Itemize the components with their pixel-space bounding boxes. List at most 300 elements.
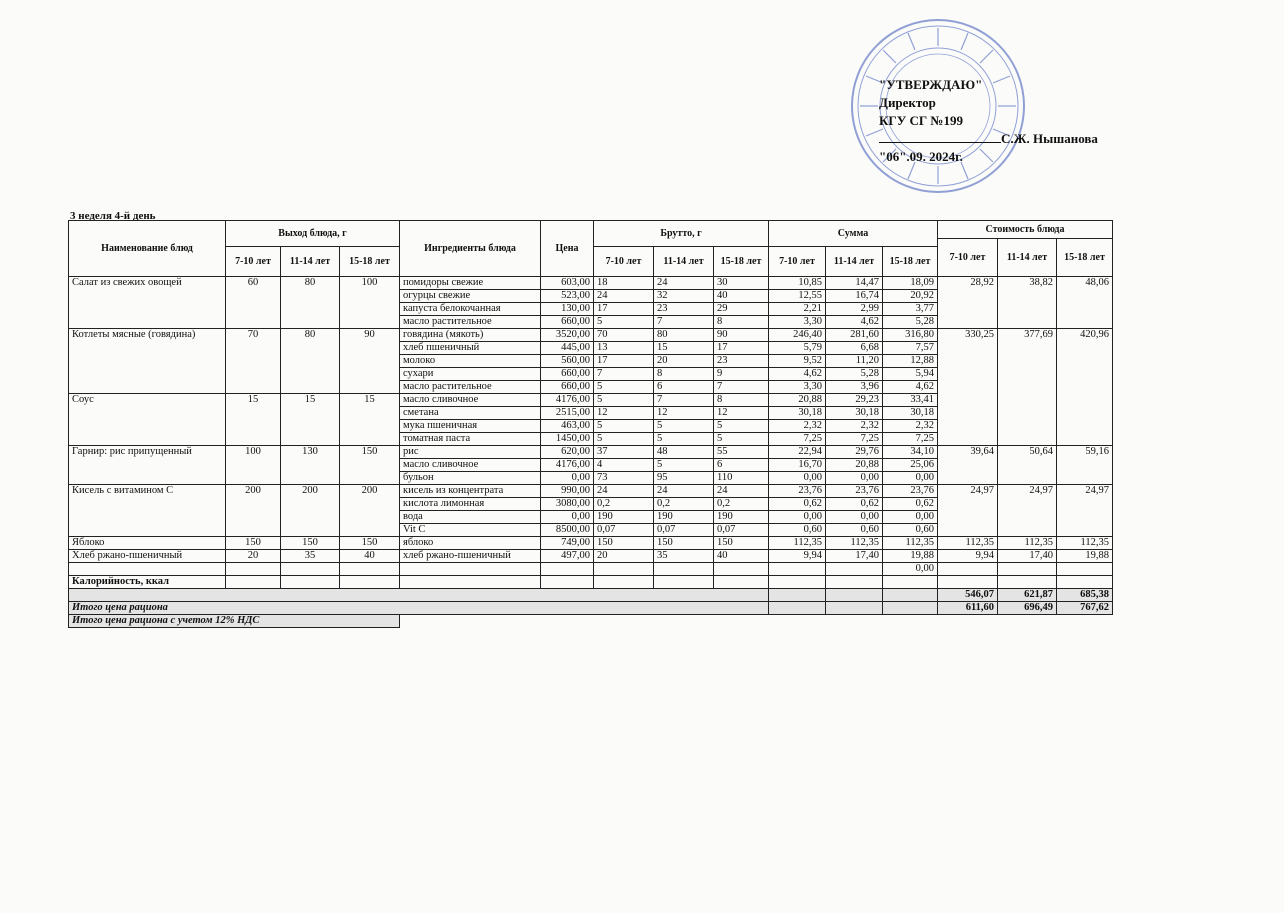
ingredient-name: сухари [400,368,541,381]
ingredient-sum: 4,62 [883,381,938,394]
signature-line [879,130,1001,143]
ingredient-sum: 30,18 [826,407,883,420]
ingredient-sum: 0,60 [769,524,826,537]
ingredient-price: 603,00 [541,277,594,290]
ingredient-brutto: 150 [594,537,654,550]
dish-cost: 48,06 [1057,277,1113,329]
ingredient-sum: 112,35 [769,537,826,550]
empty-cell [340,563,400,576]
ingredient-brutto: 8 [654,368,714,381]
table-row [69,550,1113,563]
ingredient-sum: 29,76 [826,446,883,459]
ingredient-sum: 5,79 [769,342,826,355]
ingredient-brutto: 5 [654,433,714,446]
ingredient-brutto: 150 [654,537,714,550]
ingredient-price: 3520,00 [541,329,594,342]
ingredient-sum: 18,09 [883,277,938,290]
ingredient-brutto: 5 [654,420,714,433]
extra-sum: 0,00 [883,563,938,576]
dish-cost: 59,16 [1057,446,1113,485]
empty-cell [714,563,769,576]
dish-name: Гарнир: рис припущенный [69,446,226,485]
ingredient-brutto: 5 [714,433,769,446]
ingredient-price: 660,00 [541,381,594,394]
dish-yield: 80 [281,277,340,329]
ingredient-sum: 0,62 [883,498,938,511]
ingredient-brutto: 18 [594,277,654,290]
ingredient-price: 990,00 [541,485,594,498]
ingredient-brutto: 110 [714,472,769,485]
header-cost-age: 7-10 лет [938,239,998,277]
ingredient-brutto: 13 [594,342,654,355]
empty-cell [998,576,1057,589]
total-price-label: Итого цена рациона [69,602,769,615]
dish-yield: 70 [226,329,281,394]
dish-cost: 112,35 [1057,537,1113,550]
ingredient-brutto: 12 [654,407,714,420]
empty-cell [998,563,1057,576]
ingredient-sum: 23,76 [769,485,826,498]
ingredient-sum: 3,30 [769,316,826,329]
shaded-cell [769,589,826,602]
ingredient-sum: 6,68 [826,342,883,355]
approval-date: "06".09. 2024г. [879,149,963,164]
ingredient-brutto: 7 [654,316,714,329]
ingredient-brutto: 23 [654,303,714,316]
total-value: 546,07 [938,589,998,602]
ingredient-sum: 20,88 [826,459,883,472]
ingredient-brutto: 0,07 [714,524,769,537]
ingredient-sum: 12,55 [769,290,826,303]
ingredient-sum: 0,62 [769,498,826,511]
ingredient-sum: 17,40 [826,550,883,563]
ingredient-price: 130,00 [541,303,594,316]
header-cost-age: 15-18 лет [1057,239,1113,277]
ingredient-brutto: 30 [714,277,769,290]
ingredient-brutto: 190 [594,511,654,524]
ingredient-name: масло сливочное [400,394,541,407]
ingredient-sum: 4,62 [769,368,826,381]
table-row [69,277,1113,290]
dish-name: Салат из свежих овощей [69,277,226,329]
ingredient-brutto: 20 [594,550,654,563]
empty-cell [883,576,938,589]
ingredient-name: томатная паста [400,433,541,446]
ingredient-sum: 23,76 [883,485,938,498]
dish-cost: 50,64 [998,446,1057,485]
shaded-cell [883,602,938,615]
empty-cell [69,563,226,576]
ingredient-sum: 4,62 [826,316,883,329]
table-row [69,537,1113,550]
ingredient-sum: 0,00 [826,472,883,485]
ingredient-brutto: 40 [714,550,769,563]
ingredient-price: 660,00 [541,316,594,329]
ingredient-brutto: 7 [654,394,714,407]
ingredient-price: 4176,00 [541,394,594,407]
ingredient-sum: 7,25 [769,433,826,446]
header-brutto-age: 7-10 лет [594,247,654,277]
ingredient-sum: 16,70 [769,459,826,472]
ingredient-sum: 16,74 [826,290,883,303]
header-yield-age: 7-10 лет [226,247,281,277]
approval-title: "УТВЕРЖДАЮ" [879,77,983,92]
header-brutto: Брутто, г [594,221,769,247]
empty-cell [541,563,594,576]
dish-yield: 35 [281,550,340,563]
dish-cost: 377,69 [998,329,1057,446]
ingredient-brutto: 8 [714,316,769,329]
empty-cell [226,576,281,589]
ingredient-sum: 34,10 [883,446,938,459]
ingredient-name: мука пшеничная [400,420,541,433]
ingredient-price: 660,00 [541,368,594,381]
ingredient-sum: 9,94 [769,550,826,563]
ingredient-sum: 12,88 [883,355,938,368]
empty-cell [826,563,883,576]
ingredient-brutto: 190 [654,511,714,524]
ingredient-brutto: 73 [594,472,654,485]
ingredient-sum: 2,99 [826,303,883,316]
ingredient-brutto: 5 [654,459,714,472]
ingredient-brutto: 0,2 [714,498,769,511]
empty-cell [281,576,340,589]
ingredient-name: огурцы свежие [400,290,541,303]
approval-organization: КГУ СГ №199 [879,113,963,128]
approval-position: Директор [879,95,936,110]
ingredient-brutto: 0,2 [594,498,654,511]
ingredient-sum: 33,41 [883,394,938,407]
empty-cell [1057,563,1113,576]
shaded-cell [69,589,769,602]
dish-cost: 28,92 [938,277,998,329]
dish-yield: 130 [281,446,340,485]
dish-cost: 9,94 [938,550,998,563]
ingredient-name: масло сливочное [400,459,541,472]
empty-cell [400,576,541,589]
ingredient-sum: 14,47 [826,277,883,290]
ingredient-brutto: 0,2 [654,498,714,511]
dish-cost: 24,97 [998,485,1057,537]
ingredient-brutto: 20 [654,355,714,368]
empty-cell [340,576,400,589]
ingredient-brutto: 23 [714,355,769,368]
ingredient-sum: 0,00 [883,511,938,524]
empty-cell [281,563,340,576]
ingredient-brutto: 24 [714,485,769,498]
ingredient-brutto: 7 [594,368,654,381]
dish-yield: 100 [340,277,400,329]
dish-cost: 112,35 [938,537,998,550]
ingredient-brutto: 32 [654,290,714,303]
ingredient-brutto: 80 [654,329,714,342]
ingredient-sum: 7,25 [883,433,938,446]
ingredient-name: хлеб ржано-пшеничный [400,550,541,563]
ingredient-brutto: 12 [594,407,654,420]
ingredient-sum: 3,77 [883,303,938,316]
empty-cell [714,576,769,589]
dish-cost: 19,88 [1057,550,1113,563]
dish-cost: 112,35 [998,537,1057,550]
total-value: 621,87 [998,589,1057,602]
shaded-cell [883,589,938,602]
total-price-value: 611,60 [938,602,998,615]
ingredient-name: рис [400,446,541,459]
ingredient-price: 463,00 [541,420,594,433]
dish-cost: 38,82 [998,277,1057,329]
ingredient-brutto: 24 [594,485,654,498]
ingredient-brutto: 150 [714,537,769,550]
header-sum-age: 11-14 лет [826,247,883,277]
ingredient-sum: 5,28 [826,368,883,381]
ingredient-sum: 30,18 [769,407,826,420]
ingredient-sum: 3,30 [769,381,826,394]
calories-row [69,576,1113,589]
ingredient-sum: 2,21 [769,303,826,316]
ingredient-price: 8500,00 [541,524,594,537]
ingredient-brutto: 24 [654,277,714,290]
ingredient-name: вода [400,511,541,524]
header-sum-age: 15-18 лет [883,247,938,277]
ingredient-sum: 7,25 [826,433,883,446]
menu-day-title: 3 неделя 4-й день [70,210,156,222]
totals-row [69,589,1113,602]
menu-cost-table [68,220,1113,628]
ingredient-brutto: 5 [714,420,769,433]
total-price-value: 696,49 [998,602,1057,615]
empty-cell [541,576,594,589]
header-sum-age: 7-10 лет [769,247,826,277]
ingredient-sum: 25,06 [883,459,938,472]
ingredient-price: 1450,00 [541,433,594,446]
ingredient-brutto: 55 [714,446,769,459]
shaded-cell [826,602,883,615]
empty-cell [938,576,998,589]
dish-cost: 330,25 [938,329,998,446]
ingredient-sum: 20,92 [883,290,938,303]
dish-cost: 24,97 [938,485,998,537]
ingredient-name: говядина (мякоть) [400,329,541,342]
ingredient-brutto: 6 [714,459,769,472]
ingredient-brutto: 37 [594,446,654,459]
ingredient-brutto: 8 [714,394,769,407]
dish-yield: 90 [340,329,400,394]
ingredient-price: 445,00 [541,342,594,355]
dish-yield: 15 [340,394,400,446]
empty-cell [1057,576,1113,589]
ingredient-brutto: 40 [714,290,769,303]
dish-yield: 200 [226,485,281,537]
ingredient-sum: 9,52 [769,355,826,368]
ingredient-brutto: 15 [654,342,714,355]
ingredient-price: 4176,00 [541,459,594,472]
approval-block [879,76,1098,166]
header-dish: Наименование блюд [69,221,226,277]
ingredient-brutto: 190 [714,511,769,524]
ingredient-brutto: 5 [594,420,654,433]
approval-signatory: С.Ж. Нышанова [1001,131,1098,146]
ingredient-sum: 7,57 [883,342,938,355]
ingredient-brutto: 5 [594,316,654,329]
ingredient-brutto: 9 [714,368,769,381]
empty-cell [400,563,541,576]
ingredient-brutto: 5 [594,394,654,407]
empty-cell [594,563,654,576]
ingredient-brutto: 90 [714,329,769,342]
ingredient-sum: 10,85 [769,277,826,290]
dish-name: Яблоко [69,537,226,550]
header-price: Цена [541,221,594,277]
ingredient-sum: 5,28 [883,316,938,329]
ingredient-name: помидоры свежие [400,277,541,290]
dish-yield: 150 [340,537,400,550]
empty-cell [826,576,883,589]
ingredient-sum: 20,88 [769,394,826,407]
ingredient-sum: 2,32 [769,420,826,433]
dish-cost: 24,97 [1057,485,1113,537]
ingredient-price: 560,00 [541,355,594,368]
ingredient-name: масло растительное [400,381,541,394]
ingredient-sum: 0,00 [826,511,883,524]
dish-yield: 80 [281,329,340,394]
dish-yield: 200 [340,485,400,537]
ingredient-name: Vit C [400,524,541,537]
empty-cell [938,563,998,576]
ingredient-sum: 2,32 [883,420,938,433]
ingredient-name: кислота лимонная [400,498,541,511]
calories-label: Калорийность, ккал [69,576,226,589]
ingredient-brutto: 17 [714,342,769,355]
ingredient-sum: 5,94 [883,368,938,381]
ingredient-sum: 246,40 [769,329,826,342]
shaded-cell [826,589,883,602]
dish-name: Хлеб ржано-пшеничный [69,550,226,563]
approval-signature-row [879,130,1098,148]
ingredient-sum: 23,76 [826,485,883,498]
header-ingredients: Ингредиенты блюда [400,221,541,277]
dish-yield: 150 [340,446,400,485]
total-price-value: 767,62 [1057,602,1113,615]
empty-cell [769,576,826,589]
header-yield: Выход блюда, г [226,221,400,247]
empty-cell [594,576,654,589]
ingredient-name: сметана [400,407,541,420]
ingredient-brutto: 17 [594,303,654,316]
ingredient-price: 2515,00 [541,407,594,420]
ingredient-brutto: 5 [594,433,654,446]
ingredient-brutto: 48 [654,446,714,459]
ingredient-price: 0,00 [541,511,594,524]
empty-cell [226,563,281,576]
ingredient-brutto: 70 [594,329,654,342]
ingredient-sum: 316,80 [883,329,938,342]
ingredient-sum: 0,00 [769,472,826,485]
dish-yield: 20 [226,550,281,563]
ingredient-name: масло растительное [400,316,541,329]
ingredient-brutto: 7 [714,381,769,394]
ingredient-sum: 0,62 [826,498,883,511]
ingredient-brutto: 95 [654,472,714,485]
dish-name: Соус [69,394,226,446]
total-vat-row [69,615,1113,628]
table-row [69,329,1113,342]
ingredient-brutto: 17 [594,355,654,368]
header-yield-age: 15-18 лет [340,247,400,277]
ingredient-price: 620,00 [541,446,594,459]
ingredient-sum: 30,18 [883,407,938,420]
dish-name: Кисель с витамином С [69,485,226,537]
ingredient-price: 3080,00 [541,498,594,511]
header-cost-age: 11-14 лет [998,239,1057,277]
ingredient-price: 523,00 [541,290,594,303]
dish-name: Котлеты мясные (говядина) [69,329,226,394]
dish-yield: 15 [281,394,340,446]
empty-cell [654,576,714,589]
ingredient-brutto: 0,07 [654,524,714,537]
ingredient-brutto: 12 [714,407,769,420]
ingredient-price: 749,00 [541,537,594,550]
ingredient-name: кисель из концентрата [400,485,541,498]
ingredient-sum: 19,88 [883,550,938,563]
dish-cost: 39,64 [938,446,998,485]
ingredient-brutto: 4 [594,459,654,472]
dish-yield: 40 [340,550,400,563]
menu-table-body [69,277,1113,628]
ingredient-sum: 112,35 [826,537,883,550]
ingredient-sum: 0,60 [826,524,883,537]
empty-cell [654,563,714,576]
total-vat-label: Итого цена рациона с учетом 12% НДС [69,615,400,628]
ingredient-sum: 2,32 [826,420,883,433]
ingredient-sum: 3,96 [826,381,883,394]
total-value: 685,38 [1057,589,1113,602]
ingredient-brutto: 5 [594,381,654,394]
ingredient-price: 0,00 [541,472,594,485]
dish-yield: 100 [226,446,281,485]
header-yield-age: 11-14 лет [281,247,340,277]
ingredient-brutto: 35 [654,550,714,563]
ingredient-name: хлеб пшеничный [400,342,541,355]
ingredient-sum: 112,35 [883,537,938,550]
ingredient-price: 497,00 [541,550,594,563]
dish-yield: 60 [226,277,281,329]
table-row [69,446,1113,459]
ingredient-sum: 29,23 [826,394,883,407]
ingredient-brutto: 24 [594,290,654,303]
ingredient-brutto: 24 [654,485,714,498]
header-sum: Сумма [769,221,938,247]
ingredient-brutto: 6 [654,381,714,394]
dish-yield: 200 [281,485,340,537]
ingredient-name: бульон [400,472,541,485]
ingredient-brutto: 29 [714,303,769,316]
ingredient-sum: 0,00 [883,472,938,485]
ingredient-name: молоко [400,355,541,368]
header-brutto-age: 11-14 лет [654,247,714,277]
ingredient-sum: 11,20 [826,355,883,368]
dish-yield: 15 [226,394,281,446]
empty-cell [769,563,826,576]
table-row [69,485,1113,498]
ingredient-sum: 0,00 [769,511,826,524]
header-cost: Стоимость блюда [938,221,1113,239]
ingredient-brutto: 0,07 [594,524,654,537]
ingredient-sum: 0,60 [883,524,938,537]
dish-yield: 150 [226,537,281,550]
dish-cost: 17,40 [998,550,1057,563]
ingredient-name: капуста белокочанная [400,303,541,316]
total-price-row [69,602,1113,615]
